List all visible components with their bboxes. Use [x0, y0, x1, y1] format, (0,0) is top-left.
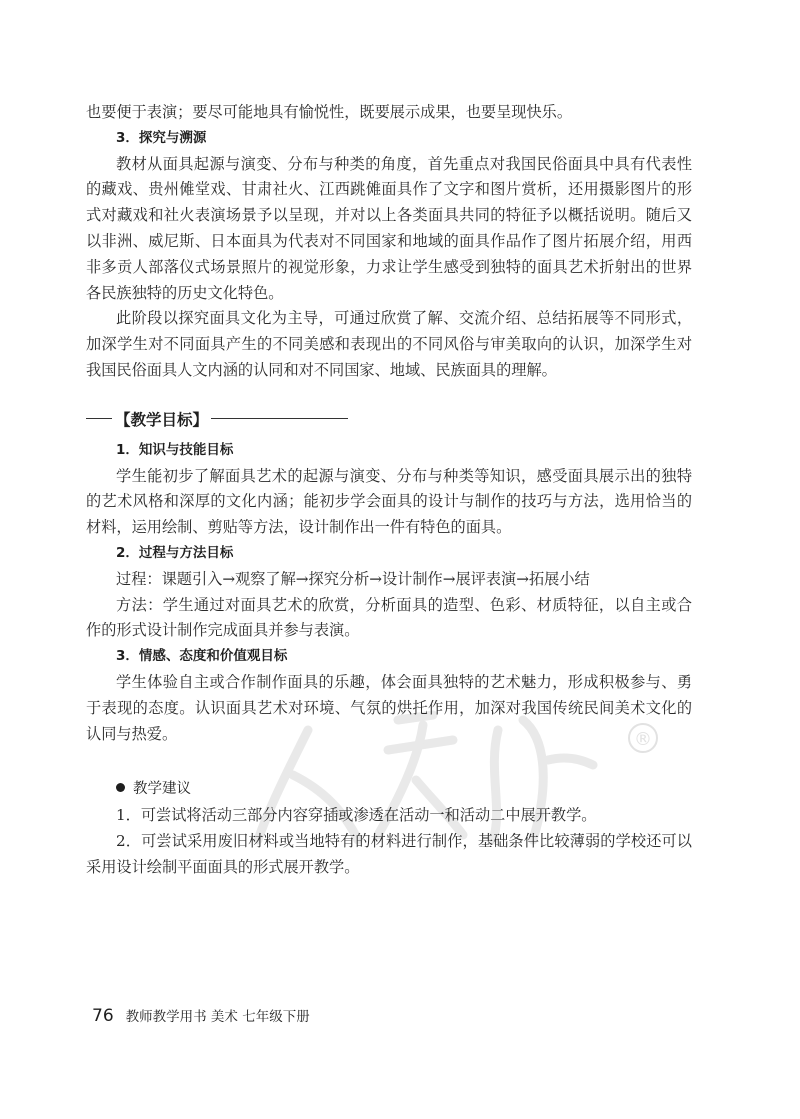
- paragraph-emotion-attitude-values-goal: 学生体验自主或合作制作面具的乐趣，体会面具独特的艺术魅力，形成积极参与、勇于表现的态度。认识面具艺术对环境、气氛的烘托作用，加深对我国传统民间美术文化的认同与热爱。: [86, 672, 692, 743]
- teaching-tip-item: 2．可尝试采用废旧材料或当地特有的材料进行制作，基础条件比较薄弱的学校还可以采用设计绘制平面面具的形式展开教学。: [86, 831, 692, 876]
- section-title-text: 【教学目标】: [115, 410, 209, 429]
- paragraph-textbook-overview: 教材从面具起源与演变、分布与种类的角度，首先重点对我国民俗面具中具有代表性的藏戏、贵州傩堂戏、甘肃社火、江西跳傩面具作了文字和图片赏析，还用摄影图片的形式对藏戏和社火表演场景予以呈现，并对以上各类面具共同的特征予以概括说明。随后又以非洲、威尼斯、日本面具为代表对不同国家和地域的面具作品作了图片拓展介绍，用西非多贡人部落仪式场景照片的视觉形象，力求让学生感受到独特的面具艺术折射出的世界各民族独特的历史文化特色。: [86, 154, 692, 302]
- paragraph-method: 方法：学生通过对面具艺术的欣赏，分析面具的造型、色彩、材质特征，以自主或合作的形式设计制作完成面具并参与表演。: [86, 595, 692, 640]
- heading-emotion-attitude-values-goal: 3．情感、态度和价值观目标: [116, 648, 288, 665]
- title-rule-right: [211, 418, 348, 419]
- teaching-tips-heading-text: 教学建议: [133, 781, 191, 798]
- page-number: 76: [92, 1006, 114, 1026]
- paragraph-stage-guidance: 此阶段以探究面具文化为主导，可通过欣赏了解、交流介绍、总结拓展等不同形式，加深学生对不同面具产生的不同美感和表现出的不同风俗与审美取向的认识，加深学生对我国民俗面具人文内涵的认同和对不同国家、地域、民族面具的理解。: [86, 309, 692, 379]
- heading-explore-and-trace: 3．探究与溯源: [116, 129, 207, 146]
- paragraph-continued: 也要便于表演；要尽可能地具有愉悦性，既要展示成果，也要呈现快乐。: [86, 103, 572, 121]
- registered-mark: ®: [634, 729, 652, 750]
- title-rule-left: [86, 418, 112, 419]
- bullet-dot-icon: [116, 783, 125, 792]
- page-footer: [92, 1005, 310, 1026]
- teaching-tip-item: 1．可尝试将活动三部分内容穿插或渗透在活动一和活动二中展开教学。: [116, 806, 597, 825]
- page-content: [86, 100, 692, 881]
- heading-process-method-goal: 2．过程与方法目标: [116, 544, 234, 561]
- section-teaching-goals-title: [86, 406, 348, 432]
- teaching-tips-heading: [86, 777, 692, 803]
- book-title: 教师教学用书 美术 七年级下册: [125, 1009, 310, 1025]
- heading-knowledge-skills-goal: 1．知识与技能目标: [116, 441, 234, 458]
- paragraph-process: 过程：课题引入→观察了解→探究分析→设计制作→展评表演→拓展小结: [116, 569, 590, 588]
- paragraph-knowledge-skills-goal: 学生能初步了解面具艺术的起源与演变、分布与种类等知识，感受面具展示出的独特的艺术风格和深厚的文化内涵；能初步学会面具的设计与制作的技巧与方法，选用恰当的材料，运用绘制、剪贴等方法，设计制作出一件有特色的面具。: [86, 466, 692, 537]
